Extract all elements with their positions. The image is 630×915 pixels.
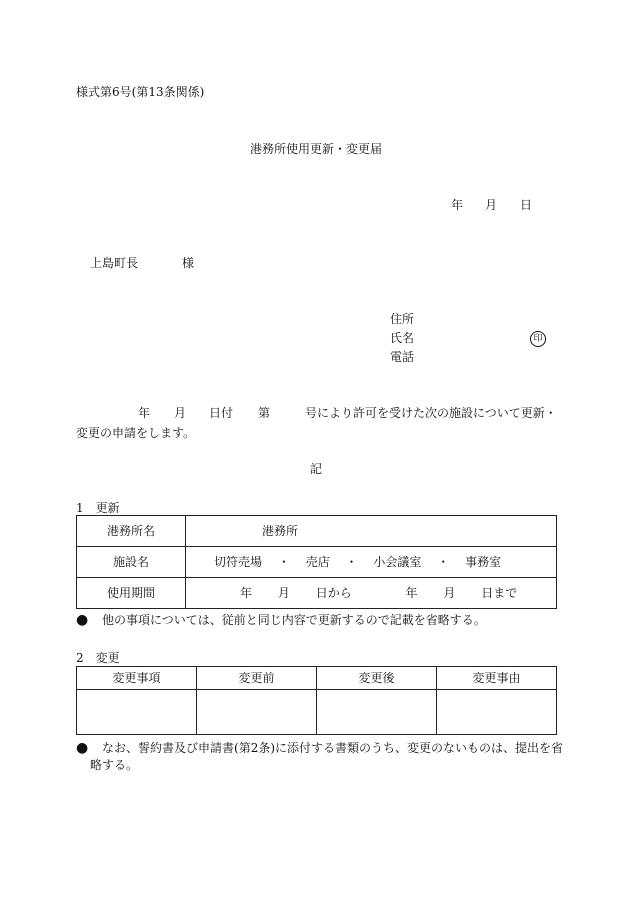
- table-row: [77, 516, 557, 547]
- section1-note-text: 他の事項については、従前と同じ内容で更新するので記載を省略する。: [102, 613, 486, 627]
- from-year: 年: [240, 585, 253, 600]
- option-separator: ・: [277, 554, 290, 569]
- address-label: 住所: [390, 312, 415, 326]
- to-month: 月: [443, 585, 456, 600]
- bullet-icon: ●: [76, 740, 89, 756]
- section2-heading: 2 変更: [76, 651, 120, 665]
- section1-note: [76, 612, 486, 629]
- after-cell[interactable]: [317, 690, 437, 735]
- from-month: 月: [277, 585, 290, 600]
- section2-note-line2: 略する。: [90, 758, 139, 772]
- usage-period-label: 使用期間: [77, 578, 186, 609]
- date-day: 日: [520, 198, 533, 212]
- seal-icon: 印: [530, 331, 546, 347]
- section2-note-line1: なお、誓約書及び申請書(第2条)に添付する書類のうち、変更のないものは、提出を省: [102, 741, 564, 755]
- date-year: 年: [451, 198, 464, 212]
- table-row: [77, 578, 557, 609]
- date-month: 月: [485, 198, 498, 212]
- form-number: 様式第6号(第13条関係): [76, 85, 205, 99]
- intro-month: 月: [174, 406, 187, 420]
- usage-period-value: [186, 578, 557, 609]
- bullet-icon: ●: [76, 612, 89, 628]
- change-item-cell[interactable]: [77, 690, 197, 735]
- from-day: 日から: [315, 585, 352, 600]
- name-label: 氏名: [390, 331, 415, 345]
- before-cell[interactable]: [197, 690, 317, 735]
- intro-line2: 変更の申請をします。: [76, 426, 196, 440]
- to-year: 年: [405, 585, 418, 600]
- phone-label: 電話: [390, 350, 415, 364]
- facility-office-value: [186, 516, 557, 547]
- section1-heading: 1 更新: [76, 501, 120, 515]
- intro-number-prefix: 第: [258, 406, 271, 420]
- addressee-honorific: 様: [182, 256, 195, 270]
- column-header-before: 変更前: [197, 667, 317, 690]
- intro-year: 年: [138, 406, 151, 420]
- column-header-reason: 変更事由: [437, 667, 557, 690]
- office-name-value: 港務所: [262, 523, 299, 538]
- option-ticket-counter: 切符売場: [214, 554, 263, 569]
- intro-line1-rest: 号により許可を受けた次の施設について更新・: [305, 406, 557, 420]
- table-row: [77, 690, 557, 735]
- option-shop: 売店: [305, 554, 330, 569]
- option-office: 事務室: [465, 554, 502, 569]
- to-day: 日まで: [481, 585, 518, 600]
- section2-note: [76, 740, 563, 757]
- seal-mark: [530, 330, 546, 347]
- addressee-name: 上島町長: [90, 256, 139, 270]
- facility-options: [186, 547, 557, 578]
- page-title: 港務所使用更新・変更届: [250, 142, 383, 156]
- ki-heading: 記: [310, 462, 323, 476]
- option-separator: ・: [345, 554, 358, 569]
- column-header-after: 変更後: [317, 667, 437, 690]
- option-separator: ・: [437, 554, 450, 569]
- option-meeting-room: 小会議室: [373, 554, 422, 569]
- reason-cell[interactable]: [437, 690, 557, 735]
- facility-office-label: 港務所名: [77, 516, 186, 547]
- intro-day: 日付: [209, 406, 234, 420]
- column-header-change-item: 変更事項: [77, 667, 197, 690]
- facility-name-label: 施設名: [77, 547, 186, 578]
- table-row: [77, 547, 557, 578]
- table-row: [77, 667, 557, 690]
- renewal-table: [76, 515, 557, 609]
- change-table: [76, 666, 557, 735]
